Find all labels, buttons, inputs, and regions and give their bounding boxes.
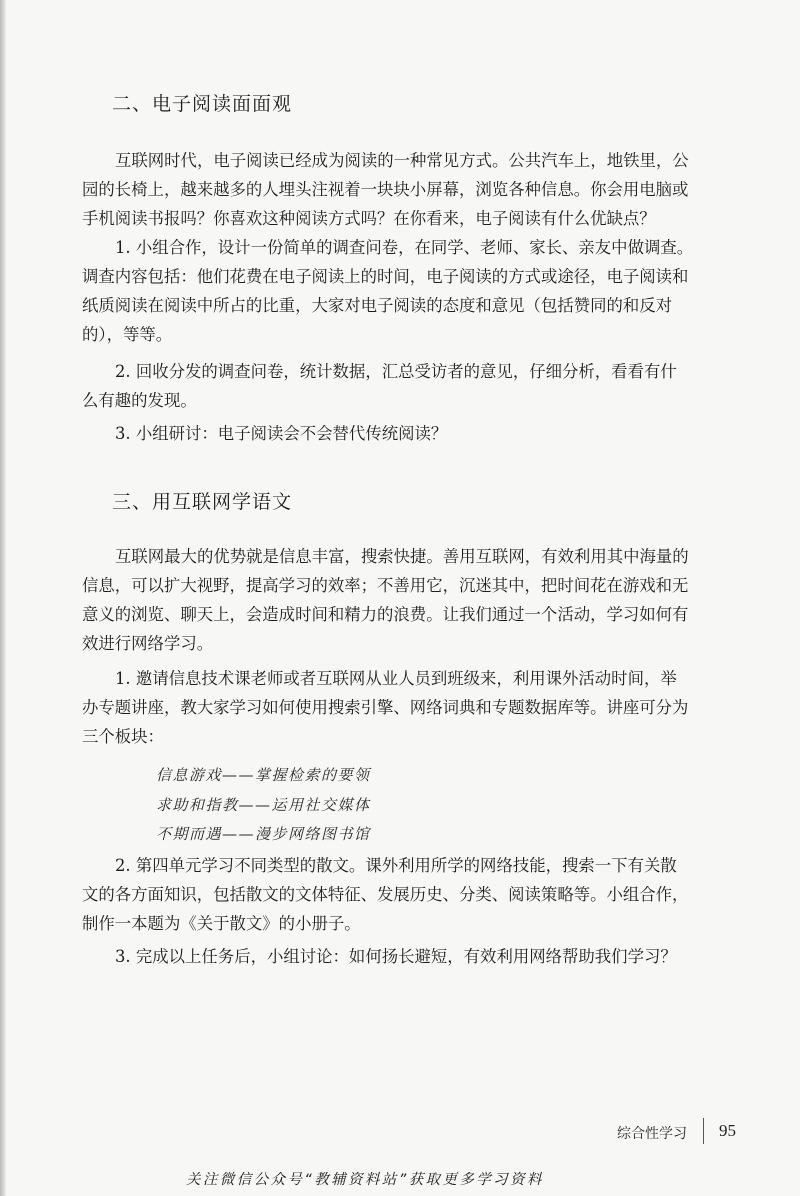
- text-line: 3. 完成以上任务后，小组讨论：如何扬长避短，有效利用网络帮助我们学习？: [115, 947, 677, 966]
- paragraph-task-1-lecture: [82, 664, 742, 751]
- text-line: 手机阅读书报吗？你喜欢这种阅读方式吗？在你看来，电子阅读有什么优缺点？: [82, 209, 656, 228]
- text-line: 意义的浏览、聊天上，会造成时间和精力的浪费。让我们通过一个活动，学习如何有: [82, 605, 689, 624]
- text-line: 1. 邀请信息技术课老师或者互联网从业人员到班级来，利用课外活动时间，举: [115, 669, 677, 688]
- paragraph-task-2-booklet: [82, 851, 742, 938]
- text-line: 园的长椅上，越来越多的人埋头注视着一块块小屏幕，浏览各种信息。你会用电脑或: [82, 180, 689, 199]
- section-heading-internet-chinese: 三、用互联网学语文: [112, 491, 293, 513]
- text-line: 三个板块：: [82, 727, 164, 746]
- paragraph-intro-e-reading: [82, 146, 742, 233]
- text-line: 2. 第四单元学习不同类型的散文。课外利用所学的网络技能，搜索一下有关散: [115, 856, 677, 875]
- footer-divider: [703, 1118, 704, 1144]
- text-line: 1. 小组合作，设计一份简单的调查问卷，在同学、老师、家长、亲友中做调查。: [115, 238, 694, 257]
- watermark-text: 关注微信公众号“教辅资料站”获取更多学习资料: [186, 1172, 544, 1188]
- paragraph-intro-internet: [82, 542, 742, 658]
- text-line: 么有趣的发现。: [82, 391, 197, 410]
- lecture-topic-1: 信息游戏——掌握检索的要领: [156, 766, 371, 784]
- text-line: 纸质阅读在阅读中所占的比重，大家对电子阅读的态度和意见（包括赞同的和反对: [82, 296, 673, 315]
- page-number: 95: [719, 1121, 736, 1140]
- text-line: 2. 回收分发的调查问卷，统计数据，汇总受访者的意见，仔细分析，看看有什: [115, 362, 677, 381]
- paragraph-task-3-discussion: [82, 419, 742, 448]
- text-line: 文的各方面知识，包括散文的文体特征、发展历史、分类、阅读策略等。小组合作，: [82, 885, 689, 904]
- text-line: 调查内容包括：他们花费在电子阅读上的时间，电子阅读的方式或途径，电子阅读和: [82, 267, 689, 286]
- section-heading-e-reading: 二、电子阅读面面观: [112, 93, 293, 115]
- paragraph-task-2-analysis: [82, 357, 742, 415]
- text-line: 效进行网络学习。: [82, 634, 214, 653]
- paragraph-task-3-summary: [82, 942, 742, 971]
- text-line: 制作一本题为《关于散文》的小册子。: [82, 914, 361, 933]
- text-line: 3. 小组研讨：电子阅读会不会替代传统阅读？: [115, 424, 448, 443]
- lecture-topic-3: 不期而遇——漫步网络图书馆: [156, 825, 371, 843]
- text-line: 的），等等。: [82, 325, 173, 344]
- text-line: 办专题讲座，教大家学习如何使用搜索引擎、网络词典和专题数据库等。讲座可分为: [82, 698, 689, 717]
- text-line: 互联网时代，电子阅读已经成为阅读的一种常见方式。公共汽车上，地铁里，公: [115, 151, 689, 170]
- paragraph-task-1-survey: [82, 233, 742, 349]
- lecture-topic-2: 求助和指教——运用社交媒体: [156, 796, 371, 814]
- footer-section-label: 综合性学习: [617, 1126, 687, 1142]
- text-line: 互联网最大的优势就是信息丰富，搜索快捷。善用互联网，有效利用其中海量的: [115, 547, 689, 566]
- text-line: 信息，可以扩大视野，提高学习的效率；不善用它，沉迷其中，把时间花在游戏和无: [82, 576, 689, 595]
